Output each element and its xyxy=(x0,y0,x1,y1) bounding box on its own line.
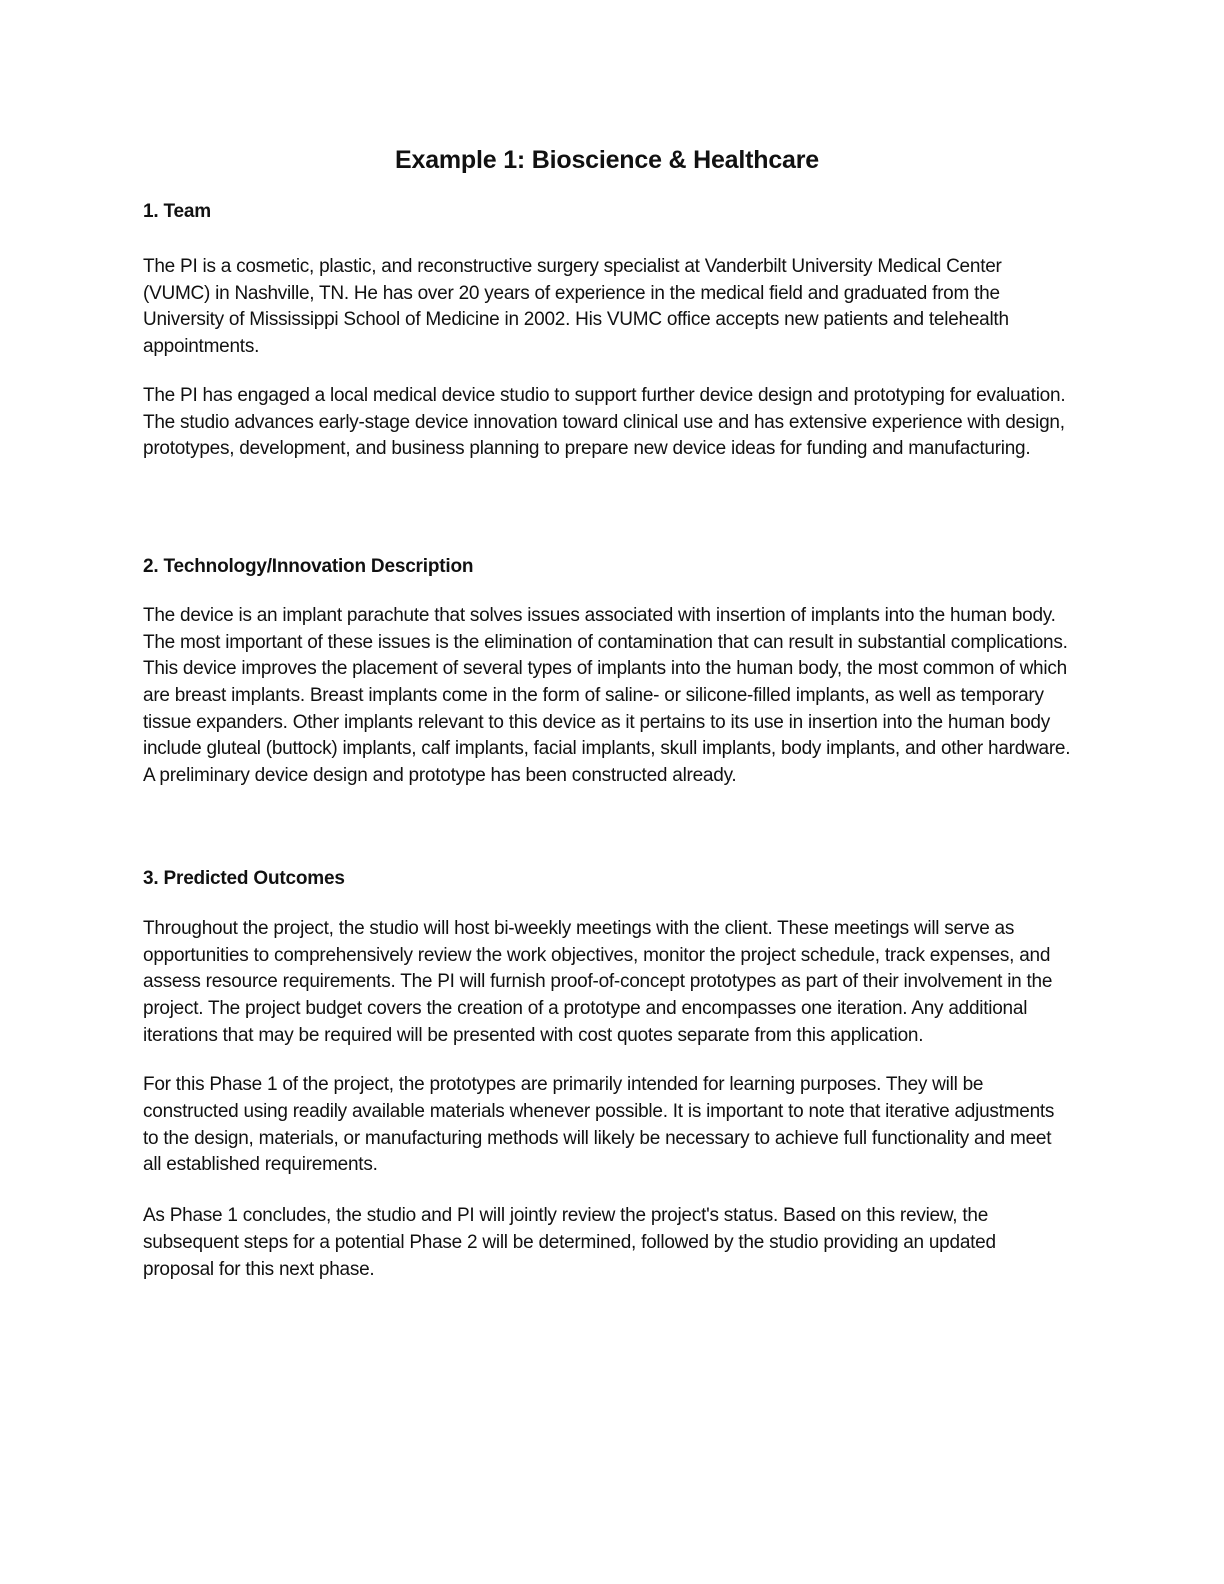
technology-paragraph: The device is an implant parachute that solves issues associated with insertion of implants into the human body. The most important of these issues is the elimination of contamination that can result in substantial complications. This device improves the placement of several types of implants into the human body, the most common of which are breast implants. Breast implants come in the form of saline- or silicone-filled implants, as well as temporary tissue expanders. Other implants relevant to this device as it pertains to its use in insertion into the human body include gluteal (buttock) implants, calf implants, facial implants, skull implants, body implants, and other hardware. A preliminary device design and prototype has been constructed already. xyxy=(143,604,1071,787)
team-paragraph: The PI is a cosmetic, plastic, and reconstructive surgery specialist at Vanderbilt University Medical Center (VUMC) in Nashville, TN. He has over 20 years of experience in the medical field and graduated from the University of Mississippi School of Medicine in 2002. His VUMC office accepts new patients and telehealth appointments. xyxy=(143,256,1009,358)
section-heading-team: 1. Team xyxy=(143,201,211,222)
section-heading-technology: 2. Technology/Innovation Description xyxy=(143,555,474,577)
document-title: Example 1: Bioscience & Healthcare xyxy=(395,146,819,174)
section-heading-outcomes: 3. Predicted Outcomes xyxy=(143,867,345,889)
team-paragraph: The PI has engaged a local medical device studio to support further device design and prototyping for evaluation. The studio advances early-stage device innovation toward clinical use and has extensive experience with design, prototypes, development, and business planning to prepare new device ideas for funding and manufacturing. xyxy=(143,384,1066,460)
outcomes-paragraph: Throughout the project, the studio will host bi-weekly meetings with the client. These meetings will serve as opportunities to comprehensively review the work objectives, monitor the project schedule, track expenses, and assess resource requirements. The PI will furnish proof-of-concept prototypes as part of their involvement in the project. The project budget covers the creation of a prototype and encompasses one iteration. Any additional iterations that may be required will be presented with cost quotes separate from this application. xyxy=(143,917,1053,1046)
outcomes-paragraph: As Phase 1 concludes, the studio and PI will jointly review the project's status. Based on this review, the subsequent steps for a potential Phase 2 will be determined, followed by the studio providing an updated proposal for this next phase. xyxy=(143,1205,996,1280)
outcomes-paragraph: For this Phase 1 of the project, the prototypes are primarily intended for learning purposes. They will be constructed using readily available materials whenever possible. It is important to note that iterative adjustments to the design, materials, or manufacturing methods will likely be necessary to achieve full functionality and meet all established requirements. xyxy=(143,1074,1055,1176)
document-body xyxy=(143,143,1071,1283)
